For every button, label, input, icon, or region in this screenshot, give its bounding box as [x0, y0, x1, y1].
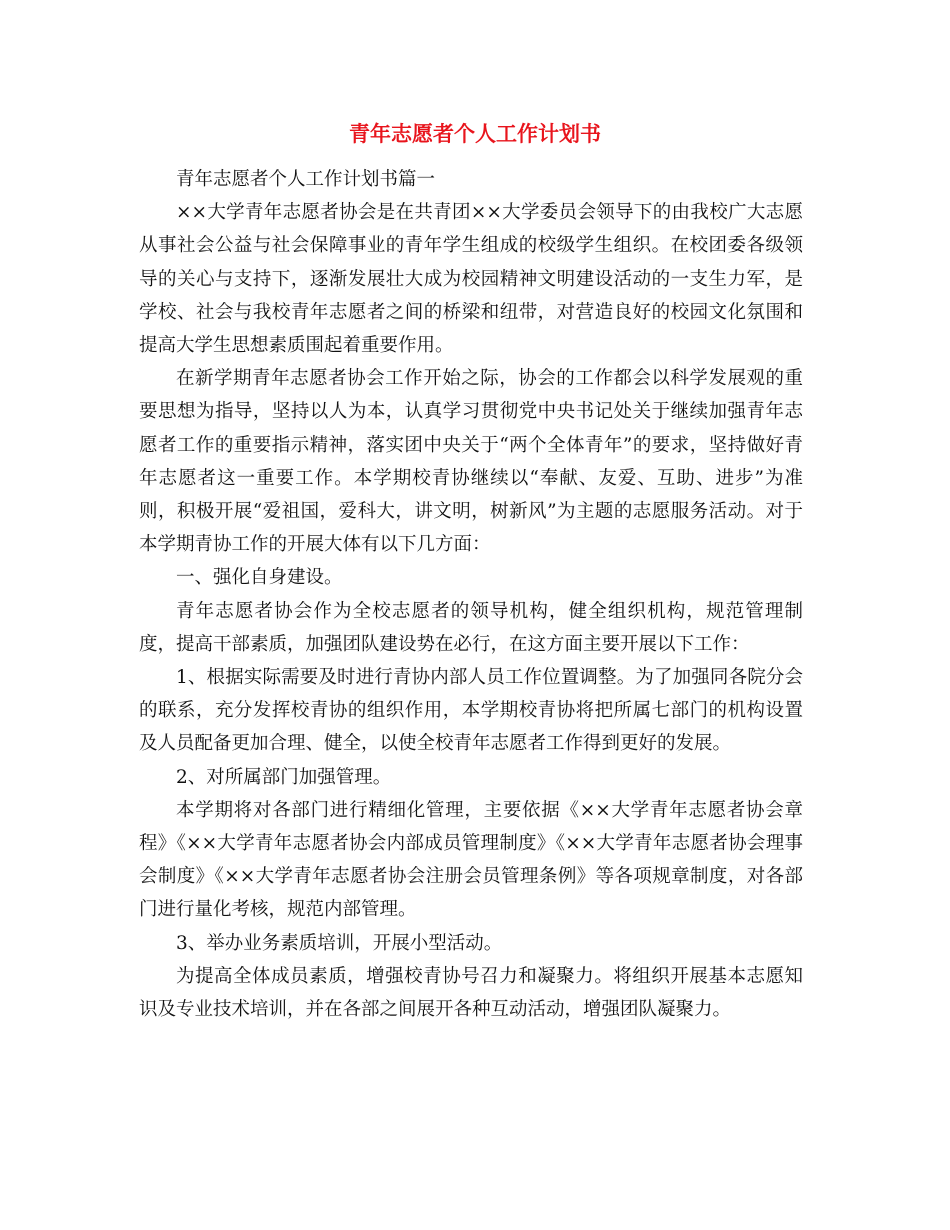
section-heading-paragraph: 青年志愿者个人工作计划书篇一	[176, 169, 436, 190]
list-heading: 一、强化自身建设。	[176, 567, 343, 589]
body-paragraph: ××大学青年志愿者协会是在共青团××大学委员会领导下的由我校广大志愿从事社会公益与社会保障事业的青年学生组成的校级学生组织。在校团委各级领导的关心与支持下，逐渐发展壮大成为校园精神文明建设活动的一支生力军，是学校、社会与我校青年志愿者之间的桥梁和纽带，对营造良好的校园文化氛围和提高大学生思想素质围起着重要作用。	[139, 202, 803, 357]
body-paragraph: 为提高全体成员素质，增强校青协号召力和凝聚力。将组织开展基本志愿知识及专业技术培训，并在各部之间展开各种互动活动，增强团队凝聚力。	[139, 965, 803, 1021]
list-item: 3、举办业务素质培训，开展小型活动。	[176, 932, 503, 954]
body-paragraph: 本学期将对各部门进行精细化管理，主要依据《××大学青年志愿者协会章程》《××大学青年志愿者协会内部成员管理制度》《××大学青年志愿者协会理事会制度》《××大学青年志愿者协会注册会员管理条例》等各项规章制度，对各部门进行量化考核，规范内部管理。	[139, 799, 803, 921]
list-item: 2、对所属部门加强管理。	[176, 766, 392, 788]
document-title: 青年志愿者个人工作计划书	[349, 122, 601, 146]
document-body	[139, 163, 803, 1026]
list-item: 1、根据实际需要及时进行青协内部人员工作位置调整。为了加强同各院分会的联系，充分发挥校青协的组织作用，本学期校青协将把所属七部门的机构设置及人员配备更加合理、健全，以使全校青年志愿者工作得到更好的发展。	[139, 667, 803, 755]
body-paragraph: 在新学期青年志愿者协会工作开始之际，协会的工作都会以科学发展观的重要思想为指导，坚持以人为本，认真学习贯彻党中央书记处关于继续加强青年志愿者工作的重要指示精神，落实团中央关于“两个全体青年”的要求，坚持做好青年志愿者这一重要工作。本学期校青协继续以“奉献、友爱、互助、进步”为准则，积极开展“爱祖国，爱科大，讲文明，树新风”为主题的志愿服务活动。对于本学期青协工作的开展大体有以下几方面：	[139, 368, 803, 556]
body-paragraph: 青年志愿者协会作为全校志愿者的领导机构，健全组织机构，规范管理制度，提高干部素质，加强团队建设势在必行，在这方面主要开展以下工作：	[139, 600, 803, 655]
